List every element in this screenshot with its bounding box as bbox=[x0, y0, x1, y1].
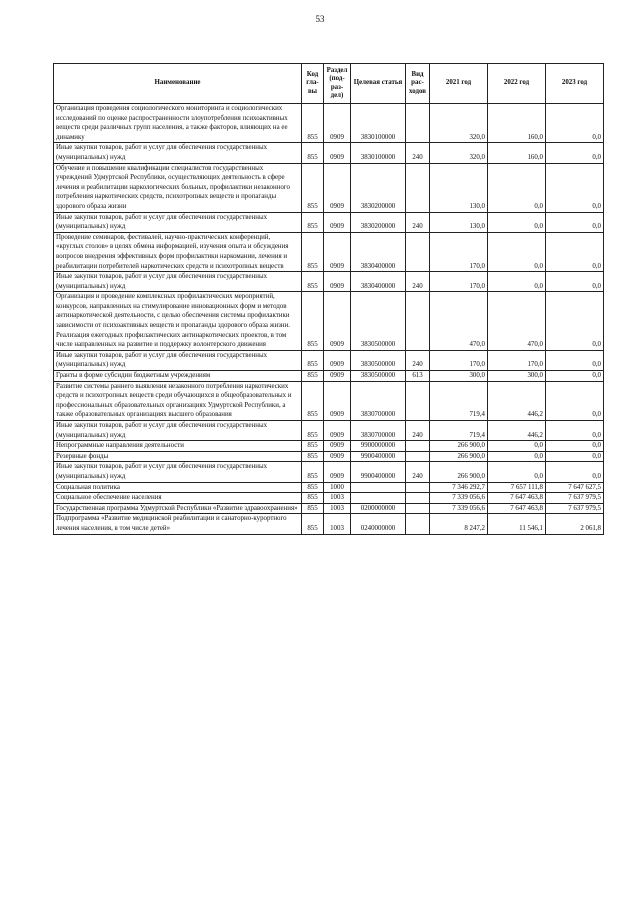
cell-target: 3830400000 bbox=[351, 232, 406, 271]
cell-2023: 0,0 bbox=[546, 163, 604, 212]
cell-name: Развитие системы раннего выявления незаконного потребления наркотических средств и психотропных веществ среди обучающихся в общеобразовательных и профессиональных образовательных организациях Удмуртской Республики, а также образовательных организациях высшего образования bbox=[54, 381, 302, 420]
header-2022: 2022 год bbox=[488, 64, 546, 104]
cell-2023: 7 637 979,5 bbox=[546, 503, 604, 514]
cell-2021: 470,0 bbox=[430, 292, 488, 351]
cell-2021: 719,4 bbox=[430, 421, 488, 441]
cell-code: 855 bbox=[302, 514, 324, 534]
cell-section: 0909 bbox=[324, 232, 351, 271]
cell-section: 1003 bbox=[324, 503, 351, 514]
table-row bbox=[54, 451, 604, 462]
table-row bbox=[54, 482, 604, 493]
cell-2022: 0,0 bbox=[488, 462, 546, 482]
cell-code: 855 bbox=[302, 451, 324, 462]
cell-type: 240 bbox=[406, 272, 430, 292]
cell-name: Иные закупки товаров, работ и услуг для обеспечения государственных (муниципальных) нужд bbox=[54, 421, 302, 441]
cell-type: 240 bbox=[406, 350, 430, 370]
table-header-row bbox=[54, 64, 604, 104]
cell-target: 3830100000 bbox=[351, 143, 406, 163]
cell-section: 0909 bbox=[324, 143, 351, 163]
cell-2023: 7 647 627,5 bbox=[546, 482, 604, 493]
cell-2023: 2 061,8 bbox=[546, 514, 604, 534]
cell-code: 855 bbox=[302, 482, 324, 493]
table-row bbox=[54, 462, 604, 482]
cell-2021: 320,0 bbox=[430, 143, 488, 163]
cell-type bbox=[406, 441, 430, 452]
cell-target: 3830700000 bbox=[351, 381, 406, 420]
cell-code: 855 bbox=[302, 104, 324, 143]
cell-section: 0909 bbox=[324, 272, 351, 292]
cell-code: 855 bbox=[302, 421, 324, 441]
cell-2022: 0,0 bbox=[488, 272, 546, 292]
cell-code: 855 bbox=[302, 272, 324, 292]
cell-code: 855 bbox=[302, 503, 324, 514]
header-name: Наименование bbox=[54, 64, 302, 104]
cell-2023: 0,0 bbox=[546, 451, 604, 462]
cell-2021: 170,0 bbox=[430, 232, 488, 271]
cell-section: 0909 bbox=[324, 212, 351, 232]
cell-target: 0240000000 bbox=[351, 514, 406, 534]
cell-code: 855 bbox=[302, 212, 324, 232]
cell-type: 240 bbox=[406, 462, 430, 482]
cell-target bbox=[351, 493, 406, 504]
cell-name: Гранты в форме субсидии бюджетным учреждениям bbox=[54, 371, 302, 382]
cell-2022: 7 647 463,8 bbox=[488, 493, 546, 504]
cell-2023: 0,0 bbox=[546, 292, 604, 351]
cell-type bbox=[406, 451, 430, 462]
cell-target: 3830100000 bbox=[351, 104, 406, 143]
cell-type bbox=[406, 493, 430, 504]
cell-section: 0909 bbox=[324, 451, 351, 462]
cell-section: 1000 bbox=[324, 482, 351, 493]
table-row bbox=[54, 292, 604, 351]
cell-type bbox=[406, 514, 430, 534]
cell-2021: 320,0 bbox=[430, 104, 488, 143]
cell-code: 855 bbox=[302, 441, 324, 452]
cell-2021: 300,0 bbox=[430, 371, 488, 382]
cell-type bbox=[406, 163, 430, 212]
table-row bbox=[54, 503, 604, 514]
cell-2021: 7 339 056,6 bbox=[430, 503, 488, 514]
cell-section: 0909 bbox=[324, 421, 351, 441]
cell-name: Резервные фонды bbox=[54, 451, 302, 462]
cell-target: 3830200000 bbox=[351, 163, 406, 212]
table-body bbox=[54, 104, 604, 535]
cell-section: 0909 bbox=[324, 292, 351, 351]
cell-2022: 300,0 bbox=[488, 371, 546, 382]
cell-name: Организация и проведение комплексных профилактических мероприятий, конкурсов, направленных на стимулирование инновационных форм и методов антинаркотической деятельности, с целью обеспечения системы профилактики зависимости от психоактивных веществ и пропаганды здорового образа жизни. Реализация ежегодных профилактических антинаркотических проектов, в том числе направленных на развитие и поддержку волонтерского движения bbox=[54, 292, 302, 351]
table-row bbox=[54, 212, 604, 232]
cell-type: 240 bbox=[406, 421, 430, 441]
cell-2022: 470,0 bbox=[488, 292, 546, 351]
cell-2022: 7 647 463,8 bbox=[488, 503, 546, 514]
cell-2022: 0,0 bbox=[488, 232, 546, 271]
cell-2023: 0,0 bbox=[546, 371, 604, 382]
cell-section: 0909 bbox=[324, 163, 351, 212]
cell-2022: 7 657 111,8 bbox=[488, 482, 546, 493]
budget-table bbox=[53, 63, 604, 535]
cell-2023: 0,0 bbox=[546, 104, 604, 143]
cell-name: Социальная политика bbox=[54, 482, 302, 493]
cell-2022: 170,0 bbox=[488, 350, 546, 370]
cell-target: 3830500000 bbox=[351, 371, 406, 382]
cell-2022: 11 546,1 bbox=[488, 514, 546, 534]
cell-code: 855 bbox=[302, 371, 324, 382]
cell-2022: 160,0 bbox=[488, 104, 546, 143]
page-number: 53 bbox=[315, 14, 325, 24]
cell-2021: 8 247,2 bbox=[430, 514, 488, 534]
cell-section: 0909 bbox=[324, 350, 351, 370]
cell-code: 855 bbox=[302, 292, 324, 351]
cell-name: Государственная программа Удмуртской Республики «Развитие здравоохранения» bbox=[54, 503, 302, 514]
cell-2022: 446,2 bbox=[488, 381, 546, 420]
cell-2022: 446,2 bbox=[488, 421, 546, 441]
cell-name: Обучение и повышение квалификации специалистов государственных учреждений Удмуртской Республики, осуществляющих деятельность в сфере лечения и реабилитации наркологических больных, профилактики незаконного потребления наркотических средств, психотропных веществ и пропаганды здорового образа жизни bbox=[54, 163, 302, 212]
cell-2023: 7 637 979,5 bbox=[546, 493, 604, 504]
cell-name: Иные закупки товаров, работ и услуг для обеспечения государственных (муниципальных) нужд bbox=[54, 212, 302, 232]
cell-2021: 130,0 bbox=[430, 212, 488, 232]
cell-name: Организация проведения социологического мониторинга и социологических исследований по оценке распространенности злоупотребления психоактивных веществ среди различных групп населения, а также факторов, влияющих на ее динамику bbox=[54, 104, 302, 143]
header-2023: 2023 год bbox=[546, 64, 604, 104]
cell-name: Иные закупки товаров, работ и услуг для обеспечения государственных (муниципальных) нужд bbox=[54, 143, 302, 163]
cell-target: 9900400000 bbox=[351, 451, 406, 462]
table-row bbox=[54, 381, 604, 420]
cell-code: 855 bbox=[302, 350, 324, 370]
table-row bbox=[54, 421, 604, 441]
cell-name: Подпрограмма «Развитие медицинской реабилитации и санаторно-курортного лечения населения, в том числе детей» bbox=[54, 514, 302, 534]
cell-name: Иные закупки товаров, работ и услуг для обеспечения государственных (муниципальных) нужд bbox=[54, 350, 302, 370]
cell-code: 855 bbox=[302, 381, 324, 420]
cell-type bbox=[406, 292, 430, 351]
cell-2022: 160,0 bbox=[488, 143, 546, 163]
cell-code: 855 bbox=[302, 493, 324, 504]
table-row bbox=[54, 371, 604, 382]
header-section: Раздел (под-раз-дел) bbox=[324, 64, 351, 104]
cell-section: 1003 bbox=[324, 493, 351, 504]
cell-target: 3830700000 bbox=[351, 421, 406, 441]
cell-2023: 0,0 bbox=[546, 212, 604, 232]
cell-type bbox=[406, 104, 430, 143]
cell-target: 9900400000 bbox=[351, 462, 406, 482]
cell-type bbox=[406, 482, 430, 493]
table-row bbox=[54, 272, 604, 292]
cell-target bbox=[351, 482, 406, 493]
cell-section: 0909 bbox=[324, 462, 351, 482]
cell-section: 0909 bbox=[324, 441, 351, 452]
cell-section: 0909 bbox=[324, 104, 351, 143]
cell-name: Иные закупки товаров, работ и услуг для обеспечения государственных (муниципальных) нужд bbox=[54, 462, 302, 482]
cell-2022: 0,0 bbox=[488, 451, 546, 462]
table-row bbox=[54, 104, 604, 143]
cell-code: 855 bbox=[302, 462, 324, 482]
cell-2021: 266 900,0 bbox=[430, 462, 488, 482]
cell-type bbox=[406, 232, 430, 271]
header-target: Целевая статья bbox=[351, 64, 406, 104]
table-row bbox=[54, 163, 604, 212]
header-2021: 2021 год bbox=[430, 64, 488, 104]
cell-name: Непрограммные направления деятельности bbox=[54, 441, 302, 452]
cell-name: Проведение семинаров, фестивалей, научно-практических конференций, «круглых столов» в целях обмена информацией, изучения опыта и обсуждения вопросов внедрения эффективных форм профилактики наркомании, лечения и реабилитации потребителей наркотических средств и психотропных веществ bbox=[54, 232, 302, 271]
cell-2021: 7 339 056,6 bbox=[430, 493, 488, 504]
cell-2023: 0,0 bbox=[546, 232, 604, 271]
table-row bbox=[54, 232, 604, 271]
cell-2023: 0,0 bbox=[546, 462, 604, 482]
cell-2023: 0,0 bbox=[546, 381, 604, 420]
cell-code: 855 bbox=[302, 163, 324, 212]
cell-2021: 266 900,0 bbox=[430, 441, 488, 452]
cell-code: 855 bbox=[302, 232, 324, 271]
cell-type: 240 bbox=[406, 143, 430, 163]
cell-2021: 170,0 bbox=[430, 272, 488, 292]
cell-target: 3830500000 bbox=[351, 350, 406, 370]
cell-2022: 0,0 bbox=[488, 212, 546, 232]
cell-type bbox=[406, 381, 430, 420]
cell-2022: 0,0 bbox=[488, 163, 546, 212]
cell-2023: 0,0 bbox=[546, 441, 604, 452]
cell-target: 9900000000 bbox=[351, 441, 406, 452]
cell-type: 613 bbox=[406, 371, 430, 382]
cell-2021: 719,4 bbox=[430, 381, 488, 420]
cell-name: Социальное обеспечение населения bbox=[54, 493, 302, 504]
cell-2021: 130,0 bbox=[430, 163, 488, 212]
cell-name: Иные закупки товаров, работ и услуг для обеспечения государственных (муниципальных) нужд bbox=[54, 272, 302, 292]
cell-type bbox=[406, 503, 430, 514]
cell-2021: 7 346 292,7 bbox=[430, 482, 488, 493]
cell-code: 855 bbox=[302, 143, 324, 163]
cell-target: 3830400000 bbox=[351, 272, 406, 292]
cell-2023: 0,0 bbox=[546, 350, 604, 370]
cell-2023: 0,0 bbox=[546, 421, 604, 441]
cell-2021: 170,0 bbox=[430, 350, 488, 370]
table-row bbox=[54, 514, 604, 534]
table-row bbox=[54, 493, 604, 504]
table-row bbox=[54, 143, 604, 163]
cell-2021: 266 900,0 bbox=[430, 451, 488, 462]
cell-target: 3830200000 bbox=[351, 212, 406, 232]
header-code: Код гла-вы bbox=[302, 64, 324, 104]
header-type: Вид рас-ходов bbox=[406, 64, 430, 104]
cell-section: 0909 bbox=[324, 371, 351, 382]
cell-target: 3830500000 bbox=[351, 292, 406, 351]
cell-type: 240 bbox=[406, 212, 430, 232]
cell-target: 0200000000 bbox=[351, 503, 406, 514]
cell-section: 1003 bbox=[324, 514, 351, 534]
cell-2023: 0,0 bbox=[546, 272, 604, 292]
table-row bbox=[54, 350, 604, 370]
cell-2023: 0,0 bbox=[546, 143, 604, 163]
cell-section: 0909 bbox=[324, 381, 351, 420]
table-row bbox=[54, 441, 604, 452]
cell-2022: 0,0 bbox=[488, 441, 546, 452]
